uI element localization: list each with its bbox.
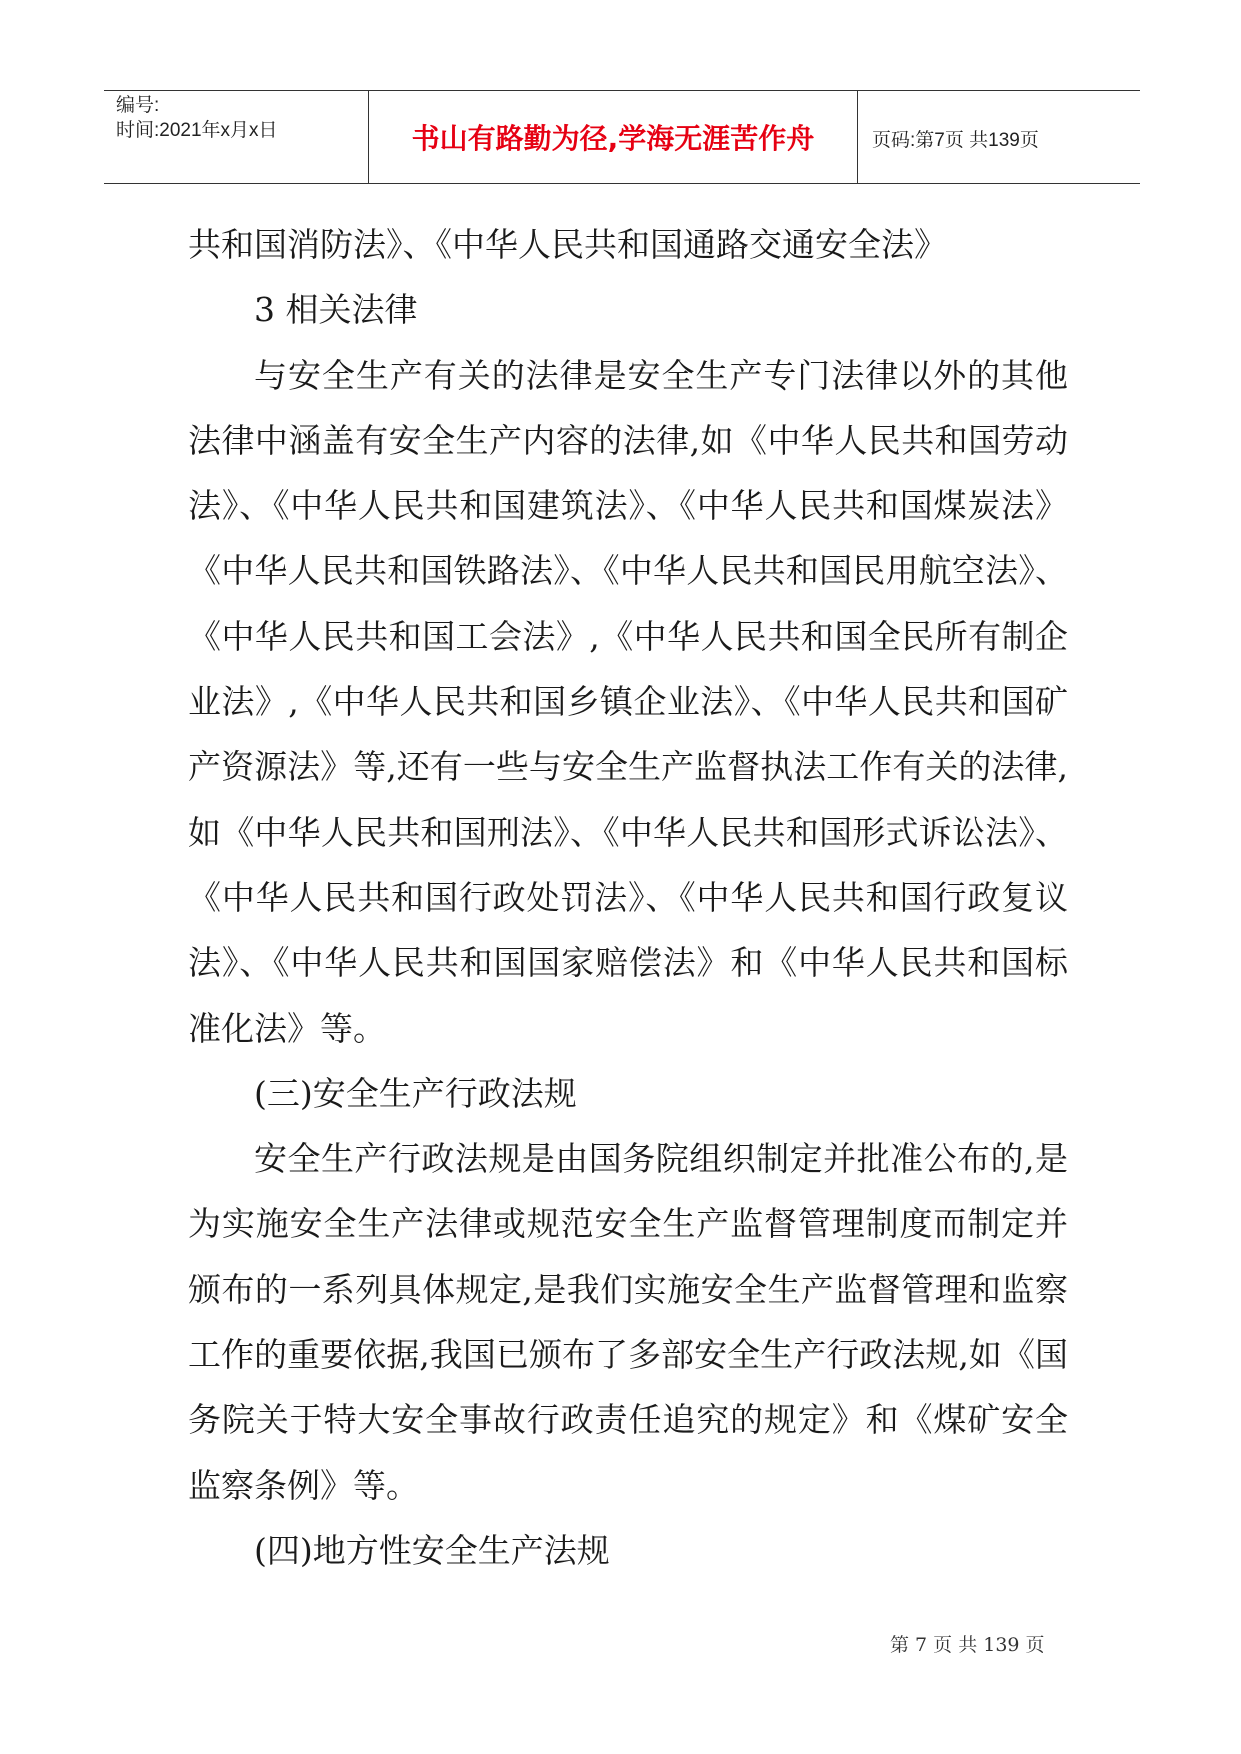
document-time-label: 时间:2021年x月x日 bbox=[116, 120, 278, 141]
body-paragraph: 安全生产行政法规是由国务院组织制定并批准公布的,是为实施安全生产法律或规范安全生产监督管理制度而制定并颁布的一系列具体规定,是我们实施安全生产监督管理和监察工作的重要依据,我国已颁布了多部安全生产行政法规,如《国务院关于特大安全事故行政责任追究的规定》和《煤矿安全监察条例》等。 bbox=[188, 1139, 1068, 1505]
header-page-info: 页码:第7页 共139页 bbox=[872, 130, 1039, 151]
section-heading: (四)地方性安全生产法规 bbox=[254, 1530, 610, 1570]
document-number-label: 编号: bbox=[116, 95, 160, 116]
section-heading: (三)安全生产行政法规 bbox=[254, 1073, 577, 1113]
document-body bbox=[188, 212, 1068, 1583]
section-heading: 3 相关法律 bbox=[254, 290, 418, 330]
header-motto: 书山有路勤为径,学海无涯苦作舟 bbox=[411, 122, 815, 155]
page-header bbox=[104, 90, 1140, 184]
body-paragraph: 共和国消防法》、《中华人民共和国通路交通安全法》 bbox=[188, 225, 947, 264]
header-meta bbox=[116, 93, 278, 143]
page-footer: 第 7 页 共 139 页 bbox=[890, 1634, 1045, 1656]
body-paragraph: 与安全生产有关的法律是安全生产专门法律以外的其他法律中涵盖有安全生产内容的法律,如《中华人民共和国劳动法》、《中华人民共和国建筑法》、《中华人民共和国煤炭法》《中华人民共和国铁路法》、《中华人民共和国民用航空法》、《中华人民共和国工会法》,《中华人民共和国全民所有制企业法》,《中华人民共和国乡镇企业法》、《中华人民共和国矿产资源法》等,还有一些与安全生产监督执法工作有关的法律,如《中华人民共和国刑法》、《中华人民共和国形式诉讼法》、《中华人民共和国行政处罚法》、《中华人民共和国行政复议法》、《中华人民共和国国家赔偿法》和《中华人民共和国标准化法》等。 bbox=[188, 355, 1068, 1048]
header-divider bbox=[857, 91, 858, 183]
